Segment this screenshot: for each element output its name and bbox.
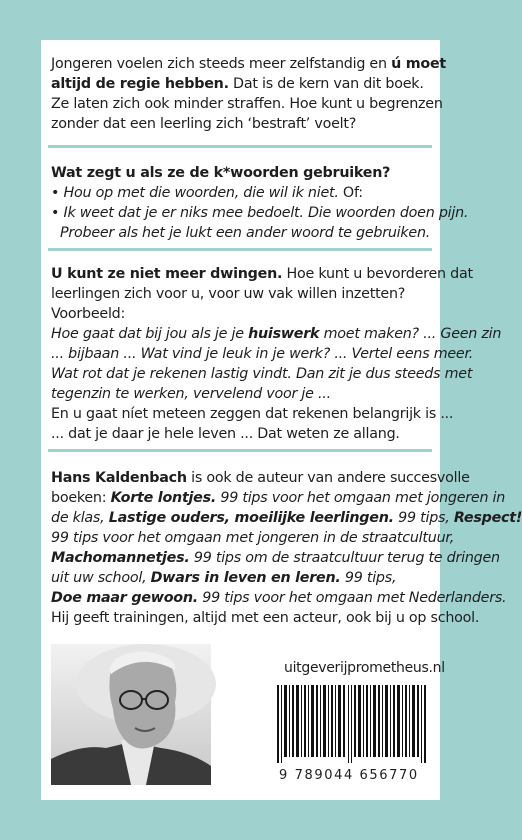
book-title: Dwars in leven en leren. — [150, 570, 341, 586]
dwingen-text: leerlingen zich voor u, voor uw vak willen inzetten? — [51, 286, 406, 302]
kwoorden-section — [51, 163, 469, 243]
isbn-number: 9 789044 656770 — [279, 768, 419, 783]
book-title: Machomannetjes. — [51, 550, 190, 566]
book-subtitle: 99 tips, — [340, 570, 397, 586]
intro-text: Dat is de kern van dit boek. — [228, 76, 424, 92]
example-emphasis: huiswerk — [248, 326, 320, 342]
intro-emphasis: ú moet — [391, 56, 446, 72]
bullet-item: • Ik weet dat je er niks mee bedoelt. Die woorden doen pijn. — [51, 205, 469, 221]
author-text: boeken: — [51, 490, 111, 506]
book-subtitle: uit uw school, — [51, 570, 151, 586]
example-text: tegenzin te werken, vervelend voor je ... — [51, 386, 331, 402]
book-title: Lastige ouders, moeilijke leerlingen. — [108, 510, 394, 526]
kwoorden-heading: Wat zegt u als ze de k*woorden gebruiken? — [51, 165, 391, 181]
author-name: Hans Kaldenbach — [51, 470, 187, 486]
author-text: Hij geeft trainingen, altijd met een acteur, ook bij u op school. — [51, 610, 480, 626]
example-label: Voorbeeld: — [51, 306, 126, 322]
example-text: Wat rot dat je rekenen lastig vindt. Dan zit je dus steeds met — [51, 366, 473, 382]
publisher-website: uitgeverijprometheus.nl — [284, 660, 445, 676]
book-title: Korte lontjes. — [110, 490, 217, 506]
intro-paragraph — [51, 54, 446, 134]
bullet-tail: Of: — [338, 185, 363, 201]
dwingen-heading: U kunt ze niet meer dwingen. — [51, 266, 283, 282]
book-title: Doe maar gewoon. — [51, 590, 198, 606]
section-divider — [48, 145, 432, 148]
example-text: moet maken? ... Geen zin — [319, 326, 502, 342]
intro-emphasis: altijd de regie hebben. — [51, 76, 229, 92]
bullet-item: • Hou op met die woorden, die wil ik niet. — [51, 185, 339, 201]
intro-text: zonder dat een leerling zich ‘bestraft’ voelt? — [51, 116, 357, 132]
dwingen-text: En u gaat níet meteen zeggen dat rekenen belangrijk is ... — [51, 406, 454, 422]
example-text: ... bijbaan ... Wat vind je leuk in je werk? ... Vertel eens meer. — [51, 346, 474, 362]
author-section — [51, 468, 522, 628]
back-cover-panel — [41, 40, 522, 800]
dwingen-text: ... dat je daar je hele leven ... Dat weten ze allang. — [51, 426, 400, 442]
dwingen-text: Hoe kunt u bevorderen dat — [282, 266, 473, 282]
example-text: Hoe gaat dat bij jou als je je — [51, 326, 249, 342]
book-subtitle: de klas, — [51, 510, 109, 526]
barcode — [277, 685, 427, 763]
book-subtitle: 99 tips voor het omgaan met jongeren in — [216, 490, 506, 506]
book-subtitle: 99 tips voor het omgaan met jongeren in de straatcultuur, — [51, 530, 454, 546]
intro-text: Jongeren voelen zich steeds meer zelfstandig en — [51, 56, 392, 72]
book-subtitle: 99 tips, — [393, 510, 454, 526]
intro-text: Ze laten zich ook minder straffen. Hoe kunt u begrenzen — [51, 96, 443, 112]
author-photo — [51, 644, 211, 785]
book-subtitle: 99 tips voor het omgaan met Nederlanders. — [197, 590, 507, 606]
section-divider — [48, 248, 432, 251]
book-title: Respect! — [453, 510, 522, 526]
author-portrait-illustration — [51, 644, 211, 785]
book-subtitle: 99 tips om de straatcultuur terug te dringen — [189, 550, 500, 566]
dwingen-section — [51, 264, 502, 444]
author-text: is ook de auteur van andere succesvolle — [186, 470, 470, 486]
section-divider — [48, 449, 432, 452]
bullet-continuation: Probeer als het je lukt een ander woord te gebruiken. — [60, 225, 431, 241]
